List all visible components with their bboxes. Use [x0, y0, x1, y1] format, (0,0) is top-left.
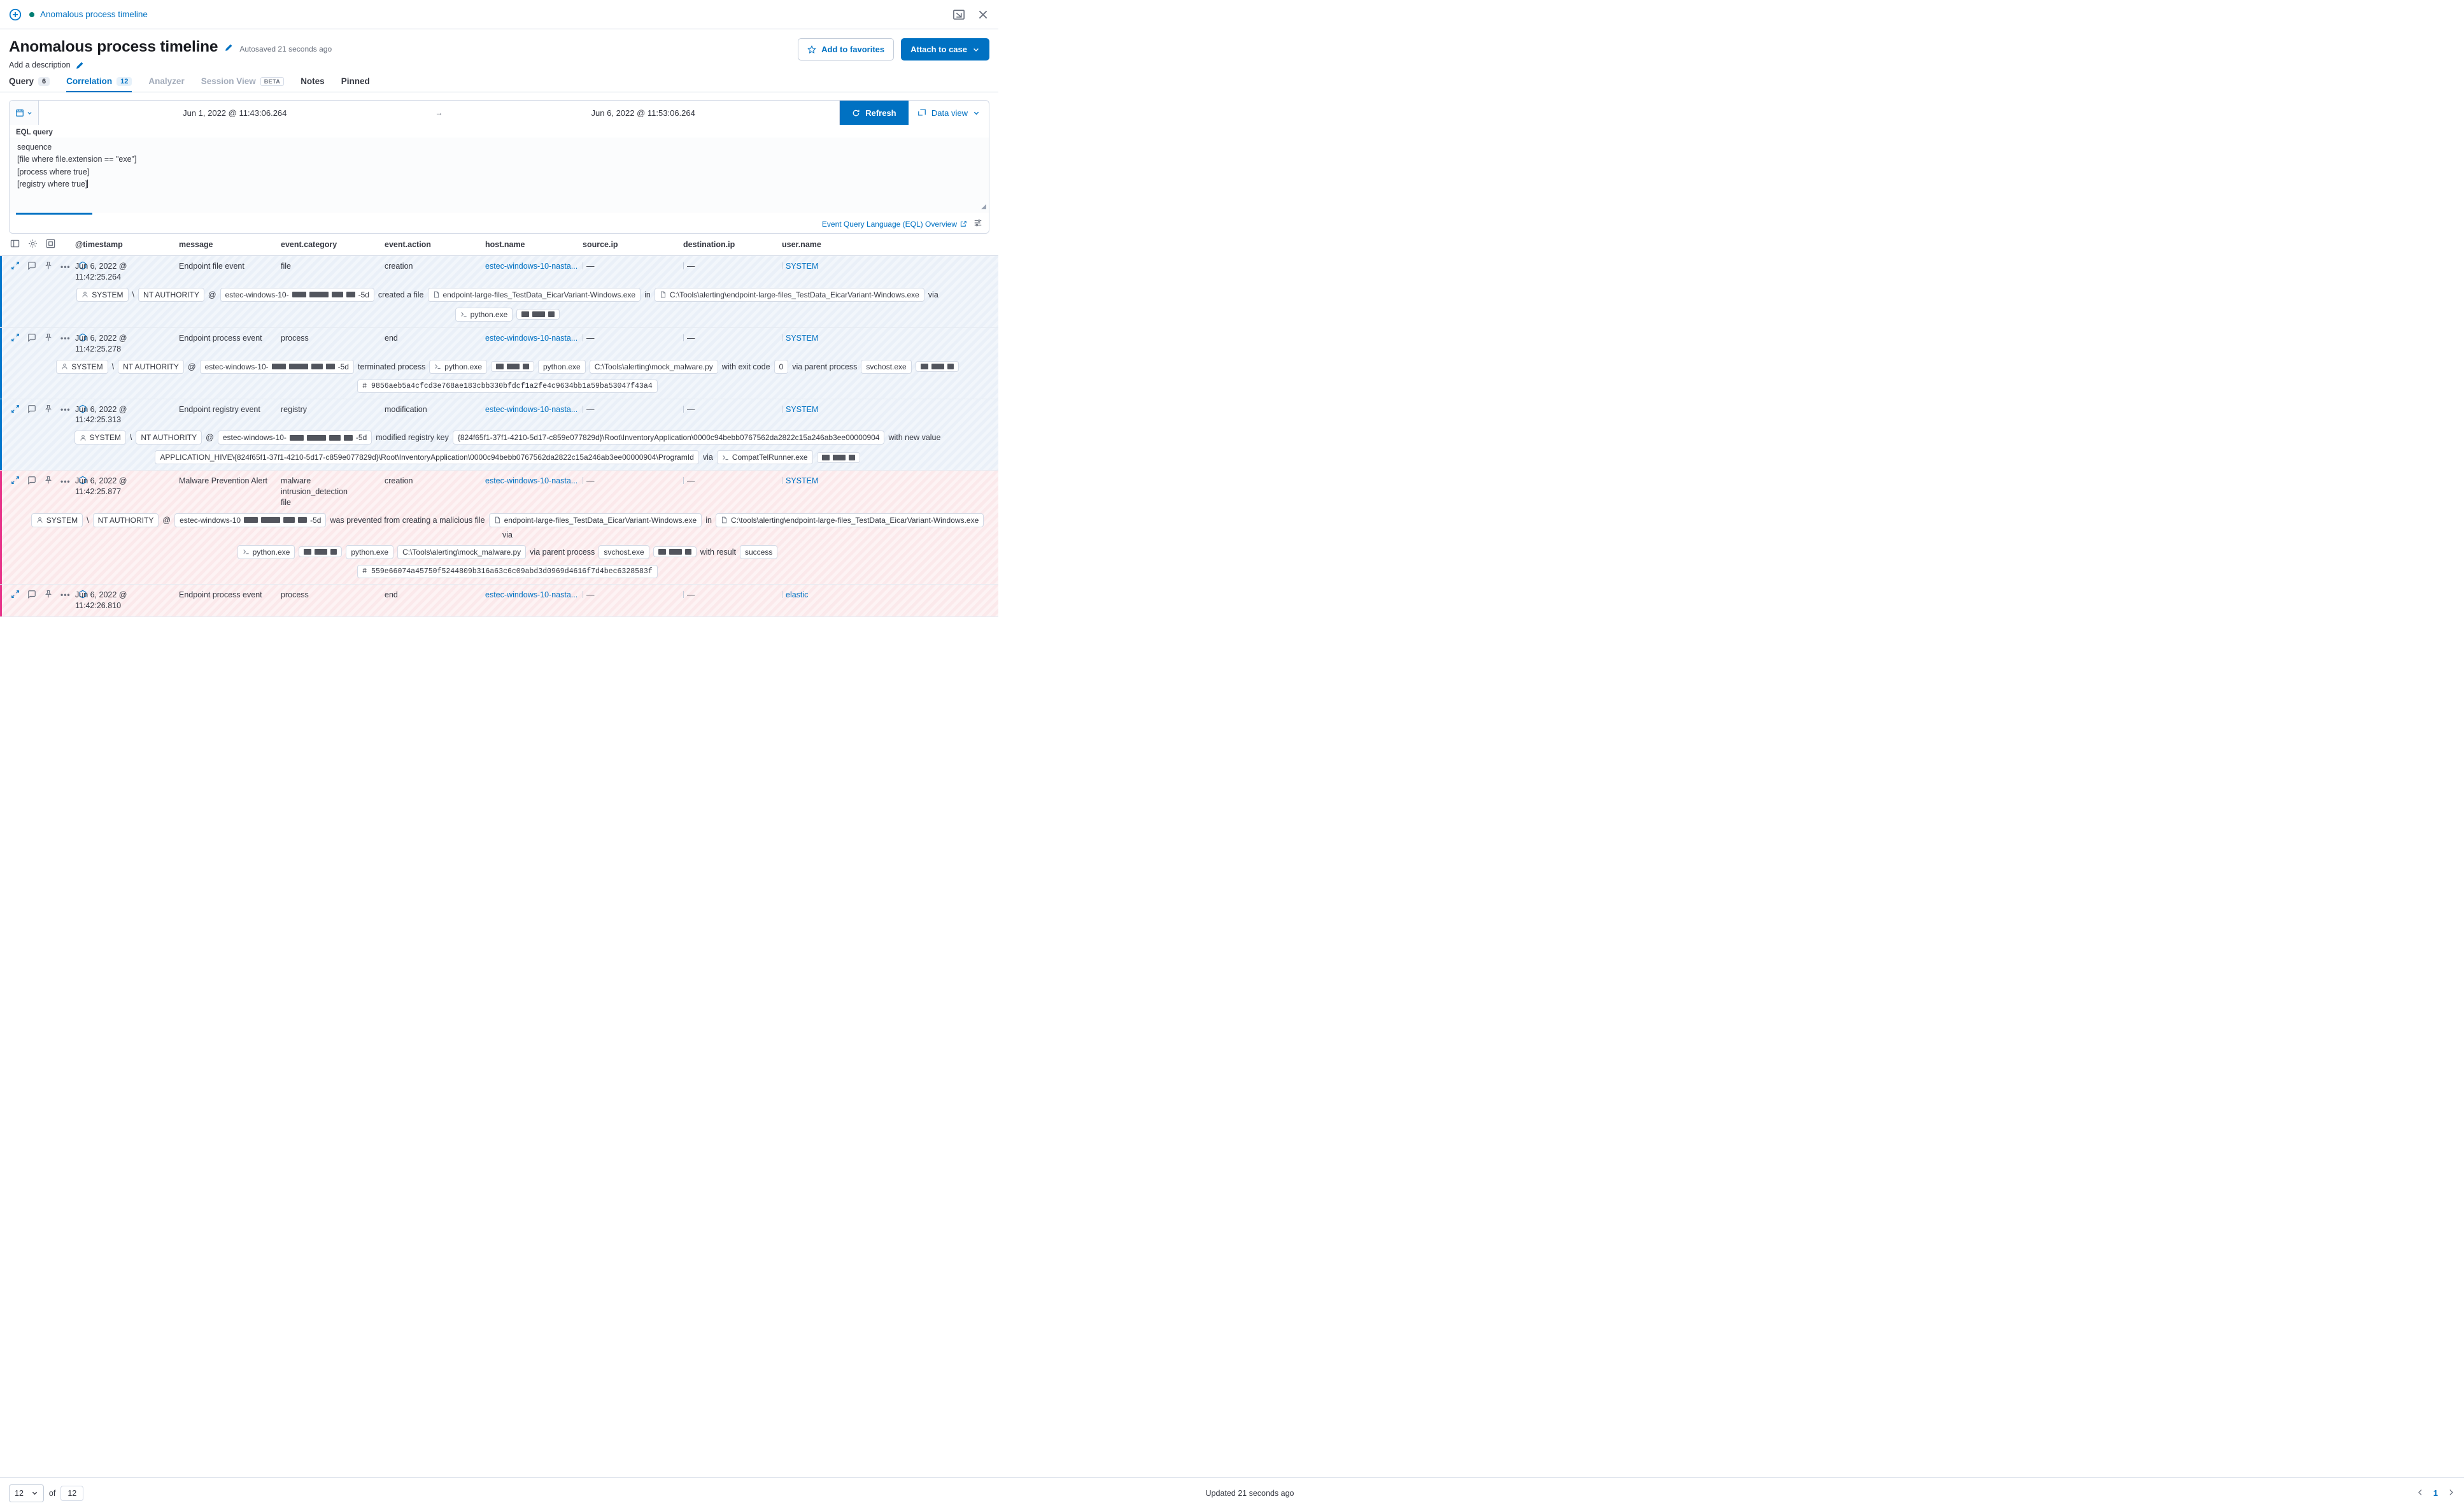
eql-line-2: [file where file.extension == "exe"]	[17, 155, 137, 164]
cell-source-ip: —	[583, 590, 683, 601]
add-note-icon[interactable]	[27, 476, 36, 487]
tab-correlation-count: 12	[117, 77, 132, 86]
fullscreen-icon[interactable]	[952, 8, 965, 21]
tab-pinned[interactable]	[341, 76, 370, 92]
event-token-value[interactable]: endpoint-large-files_TestData_EicarVariant-Windows.exe	[489, 513, 702, 527]
tab-notes-label: Notes	[301, 76, 325, 86]
redacted-text	[326, 364, 335, 369]
cell-event-category: file	[281, 262, 291, 271]
event-token-text: \	[132, 290, 135, 299]
chevron-down-icon	[27, 110, 32, 116]
event-summary-row	[0, 308, 998, 327]
event-token-text: created a file	[378, 290, 424, 299]
total-events-count: 12	[60, 1486, 83, 1501]
redacted-text	[931, 364, 944, 369]
event-token-text: via	[702, 453, 713, 462]
cell-destination-ip: —	[683, 404, 782, 415]
event-token-text: via	[928, 290, 938, 299]
event-token-value[interactable]: NT AUTHORITY	[118, 360, 184, 374]
previous-page-button[interactable]	[2416, 1488, 2425, 1498]
events-table-header	[0, 234, 998, 256]
cell-user-name[interactable]: SYSTEM	[782, 476, 877, 487]
column-header-event-action[interactable]: event.action	[385, 240, 431, 249]
table-footer	[0, 1477, 2464, 1508]
event-token-value[interactable]: C:\Tools\alerting\mock_malware.py	[590, 360, 718, 374]
eql-overview-link[interactable]	[822, 220, 967, 229]
cell-source-ip: —	[583, 476, 683, 487]
cell-timestamp: Jun 6, 2022 @ 11:42:25.877	[75, 476, 127, 497]
eql-settings-icon[interactable]	[974, 218, 982, 229]
column-header-destination-ip[interactable]: destination.ip	[683, 240, 735, 249]
cell-host-name[interactable]: estec-windows-10-nasta...	[485, 590, 578, 599]
cell-event-category: malware intrusion_detection file	[281, 476, 348, 507]
eql-line-4: [registry where true]	[17, 180, 88, 189]
date-end[interactable]: Jun 6, 2022 @ 11:53:06.264	[591, 108, 695, 118]
event-token-text: was prevented from creating a malicious file	[330, 515, 485, 525]
redacted-text	[311, 364, 323, 369]
event-token-value[interactable]: CompatTelRunner.exe	[717, 450, 813, 464]
events-table-body	[0, 256, 998, 617]
chevron-down-icon	[31, 1490, 38, 1497]
event-token-value[interactable]: {824f65f1-37f1-4210-5d17-c859e077829d}\Root\InventoryApplication\0000c94bebb0767562da2822c15a246ab3ee00000904	[453, 430, 885, 445]
event-token-value[interactable]: C:\tools\alerting\endpoint-large-files_TestData_EicarVariant-Windows.exe	[716, 513, 984, 527]
add-to-favorites-label: Add to favorites	[821, 45, 885, 54]
pin-event-icon[interactable]	[44, 590, 53, 601]
redacted-text	[548, 311, 555, 317]
redacted-text	[344, 435, 353, 441]
redacted-text	[921, 364, 928, 369]
event-summary-row	[0, 545, 998, 565]
add-note-icon[interactable]	[27, 261, 36, 272]
cell-event-action: modification	[385, 404, 427, 414]
refresh-button[interactable]	[840, 101, 909, 125]
expand-event-icon[interactable]	[11, 404, 20, 415]
date-range-arrow-icon: →	[435, 108, 443, 117]
event-token-text: via parent process	[530, 547, 595, 557]
redacted-text	[507, 364, 520, 369]
redacted-text	[298, 517, 307, 523]
column-header-host-name[interactable]: host.name	[485, 240, 525, 249]
attach-to-case-label: Attach to case	[910, 45, 967, 54]
redacted-text	[833, 455, 846, 460]
redacted-text	[521, 311, 529, 317]
event-token-redacted[interactable]	[817, 452, 860, 463]
tab-correlation-label: Correlation	[66, 76, 113, 86]
more-actions-icon[interactable]: •••	[60, 476, 71, 486]
column-header-timestamp[interactable]: @timestamp	[75, 240, 123, 249]
tab-query-count: 6	[38, 77, 50, 86]
table-row[interactable]	[0, 471, 998, 585]
cell-host-name[interactable]: estec-windows-10-nasta...	[485, 333, 578, 343]
text-caret	[87, 180, 88, 188]
event-summary-row	[0, 380, 998, 399]
add-timeline-icon[interactable]	[9, 8, 22, 21]
refresh-label: Refresh	[865, 108, 896, 118]
add-note-icon[interactable]	[27, 590, 36, 601]
cell-event-category: process	[281, 590, 309, 599]
redacted-text	[289, 364, 308, 369]
event-token-value[interactable]: APPLICATION_HIVE\{824f65f1-37f1-4210-5d17-c859e077829d}\Root\InventoryApplication\0000c94bebb0767562da2822c15a246ab3ee00000904\ProgramId	[155, 450, 698, 464]
event-token-text: terminated process	[357, 362, 426, 371]
event-token-redacted[interactable]	[491, 361, 534, 372]
eql-query-input[interactable]	[10, 138, 989, 213]
event-token-redacted[interactable]	[916, 361, 959, 372]
pin-event-icon[interactable]	[44, 333, 53, 344]
cell-destination-ip: —	[683, 333, 782, 344]
cell-message: Malware Prevention Alert	[179, 476, 267, 486]
redacted-text	[329, 435, 341, 441]
event-token-text: via parent process	[792, 362, 858, 371]
tab-query[interactable]	[9, 76, 50, 92]
eql-overview-label: Event Query Language (EQL) Overview	[821, 219, 957, 229]
tab-session-view-label: Session View	[201, 76, 256, 86]
event-token-value[interactable]: C:\Tools\alerting\endpoint-large-files_TestData_EicarVariant-Windows.exe	[655, 288, 924, 302]
cell-event-category: process	[281, 333, 309, 343]
event-token-value[interactable]: NT AUTHORITY	[136, 430, 202, 445]
redacted-text	[290, 435, 304, 441]
redacted-text	[261, 517, 280, 523]
cell-event-action: creation	[385, 262, 413, 271]
data-view-icon	[917, 108, 926, 117]
event-token-text: in	[705, 515, 712, 525]
event-token-value[interactable]: SYSTEM	[76, 288, 128, 302]
redacted-text	[947, 364, 954, 369]
redacted-text	[685, 549, 691, 555]
redacted-text	[307, 435, 326, 441]
event-token-text: \	[87, 515, 89, 525]
star-icon	[807, 45, 816, 54]
eql-query-label: EQL query	[10, 125, 989, 138]
data-view-selector[interactable]	[909, 101, 989, 125]
gear-icon[interactable]	[28, 239, 38, 250]
active-timeline-chip[interactable]	[29, 10, 148, 19]
redacted-text	[330, 549, 337, 555]
redacted-text	[283, 517, 295, 523]
cell-host-name[interactable]: estec-windows-10-nasta...	[485, 262, 578, 271]
add-note-icon[interactable]	[27, 333, 36, 344]
expand-event-icon[interactable]	[11, 590, 20, 601]
calendar-icon	[15, 108, 24, 117]
cell-user-name[interactable]: elastic	[782, 590, 877, 601]
edit-title-icon[interactable]	[224, 43, 233, 52]
event-token-value[interactable]: NT AUTHORITY	[93, 513, 159, 527]
event-token-value[interactable]: endpoint-large-files_TestData_EicarVariant-Windows.exe	[428, 288, 641, 302]
eql-line-1: sequence	[17, 143, 52, 152]
pin-event-icon[interactable]	[44, 404, 53, 415]
cell-message: Endpoint registry event	[179, 404, 260, 414]
event-token-value[interactable]: success	[740, 545, 777, 559]
cell-source-ip: —	[583, 404, 683, 415]
event-summary-row	[0, 288, 998, 308]
event-summary-row	[0, 565, 998, 584]
event-token-text: \	[129, 433, 132, 443]
redacted-text	[292, 292, 306, 297]
event-token-value[interactable]: SYSTEM	[31, 513, 83, 527]
autosave-status: Autosaved 21 seconds ago	[239, 45, 332, 53]
cell-host-name[interactable]: estec-windows-10-nasta...	[485, 476, 578, 486]
table-row[interactable]	[0, 399, 998, 471]
event-token-value[interactable]: NT AUTHORITY	[138, 288, 204, 302]
event-token-text: @	[208, 290, 216, 299]
chevron-down-icon	[973, 110, 980, 117]
tab-analyzer[interactable]	[148, 76, 184, 92]
event-token-value[interactable]: python.exe	[237, 545, 295, 559]
cell-source-ip: —	[583, 261, 683, 272]
cell-user-name[interactable]: SYSTEM	[782, 261, 877, 272]
expand-event-icon[interactable]	[11, 261, 20, 272]
cell-destination-ip: —	[683, 476, 782, 487]
cell-event-action: end	[385, 333, 398, 343]
event-token-text: with exit code	[721, 362, 770, 371]
tab-pinned-label: Pinned	[341, 76, 370, 86]
pin-event-icon[interactable]	[44, 476, 53, 487]
redacted-text	[822, 455, 830, 460]
event-token-value[interactable]: python.exe	[429, 360, 487, 374]
add-note-icon[interactable]	[27, 404, 36, 415]
event-token-text: \	[111, 362, 115, 371]
data-view-label: Data view	[931, 108, 968, 118]
chevron-down-icon	[972, 46, 980, 53]
tab-analyzer-label: Analyzer	[148, 76, 185, 86]
timeline-chip-label: Anomalous process timeline	[40, 10, 148, 19]
event-summary-row	[0, 450, 998, 470]
table-row[interactable]	[0, 328, 998, 399]
column-layout-icon[interactable]	[10, 239, 20, 250]
redacted-text	[523, 364, 529, 369]
redacted-text	[304, 549, 311, 555]
status-dot-icon	[29, 12, 34, 17]
redacted-text	[272, 364, 286, 369]
rows-per-page-select[interactable]	[9, 1484, 44, 1502]
attach-to-case-button[interactable]	[901, 38, 989, 60]
event-token-text: via	[502, 530, 513, 539]
description-placeholder[interactable]: Add a description	[9, 60, 71, 69]
event-summary-row	[0, 513, 998, 545]
event-token-text: in	[644, 290, 651, 299]
more-actions-icon[interactable]: •••	[60, 590, 71, 600]
redacted-text	[244, 517, 258, 523]
of-label: of	[48, 1488, 56, 1498]
beta-badge: BETA	[260, 77, 284, 86]
resize-handle[interactable]: ◢	[981, 203, 986, 210]
cell-source-ip: —	[583, 333, 683, 344]
table-row[interactable]	[0, 585, 998, 617]
page-title: Anomalous process timeline	[9, 38, 218, 55]
cell-destination-ip: —	[683, 590, 782, 601]
event-token-value[interactable]: python.exe	[455, 308, 513, 322]
event-token-text: @	[206, 433, 214, 443]
cell-event-action: creation	[385, 476, 413, 486]
cell-timestamp: Jun 6, 2022 @ 11:42:25.278	[75, 333, 127, 353]
pin-event-icon[interactable]	[44, 261, 53, 272]
timeline-topbar	[0, 0, 998, 29]
table-row[interactable]	[0, 256, 998, 328]
date-start[interactable]: Jun 1, 2022 @ 11:43:06.264	[183, 108, 287, 118]
cell-user-name[interactable]: SYSTEM	[782, 333, 877, 344]
event-token-text: modified registry key	[376, 433, 449, 443]
column-header-source-ip[interactable]: source.ip	[583, 240, 618, 249]
cell-message: Endpoint process event	[179, 590, 262, 599]
event-summary-row	[0, 360, 998, 380]
refresh-icon	[852, 109, 860, 117]
cell-timestamp: Jun 6, 2022 @ 11:42:25.313	[75, 404, 127, 425]
column-header-user-name[interactable]: user.name	[782, 240, 821, 249]
redacted-text	[496, 364, 504, 369]
event-token-redacted[interactable]	[653, 546, 697, 557]
edit-description-icon[interactable]	[75, 61, 84, 70]
calendar-quick-select-button[interactable]	[10, 101, 39, 125]
timeline-tabs	[0, 69, 998, 92]
redacted-text	[658, 549, 666, 555]
event-token-text: @	[162, 515, 171, 525]
redacted-text	[346, 292, 355, 297]
event-summary-row	[0, 430, 998, 450]
event-token-host[interactable]: estec-windows-10 -5d	[174, 513, 326, 527]
cell-host-name[interactable]: estec-windows-10-nasta...	[485, 404, 578, 414]
cell-event-category: registry	[281, 404, 307, 414]
tab-correlation[interactable]	[66, 76, 132, 92]
event-token-value[interactable]: C:\Tools\alerting\mock_malware.py	[397, 545, 526, 559]
redacted-text	[849, 455, 855, 460]
tab-query-label: Query	[9, 76, 34, 86]
expand-event-icon[interactable]	[11, 476, 20, 487]
expand-icon[interactable]	[46, 239, 55, 250]
redacted-text	[315, 549, 327, 555]
event-token-value[interactable]: python.exe	[346, 545, 393, 559]
cell-timestamp: Jun 6, 2022 @ 11:42:25.264	[75, 262, 127, 281]
eql-line-3: [process where true]	[17, 167, 90, 176]
cell-message: Endpoint file event	[179, 262, 244, 271]
page-number-1[interactable]: 1	[2433, 1488, 2438, 1498]
cell-destination-ip: —	[683, 261, 782, 272]
add-to-favorites-button[interactable]	[798, 38, 894, 60]
expand-event-icon[interactable]	[11, 333, 20, 344]
rows-per-page-value: 12	[15, 1488, 24, 1498]
updated-status: Updated 21 seconds ago	[1205, 1488, 1294, 1498]
event-token-hash[interactable]: # 559e66074a45750f5244809b316a63c6c09abd3d0969d4616f7d4bec6328583f	[357, 565, 657, 578]
event-token-redacted[interactable]	[516, 309, 560, 320]
tab-session-view[interactable]	[201, 76, 284, 92]
event-token-text: with new value	[888, 433, 941, 443]
close-icon[interactable]	[977, 8, 989, 21]
more-actions-icon[interactable]: •••	[60, 262, 71, 271]
timeline-header	[0, 29, 998, 69]
redacted-text	[669, 549, 682, 555]
event-token-value[interactable]: svchost.exe	[861, 360, 911, 374]
redacted-text	[309, 292, 329, 297]
query-panel	[9, 100, 989, 234]
column-header-event-category[interactable]: event.category	[281, 240, 337, 249]
event-token-value[interactable]: svchost.exe	[598, 545, 649, 559]
event-token-redacted[interactable]	[299, 546, 342, 557]
next-page-button[interactable]	[2447, 1488, 2455, 1498]
event-token-host[interactable]: estec-windows-10- -5d	[218, 430, 372, 445]
event-token-host[interactable]: estec-windows-10- -5d	[220, 288, 374, 302]
event-token-hash[interactable]: # 9856aeb5a4cfcd3e768ae183cbb330bfdcf1a2fe4c9634bb1a59ba53047f43a4	[357, 380, 657, 393]
event-token-host[interactable]: estec-windows-10- -5d	[200, 360, 354, 374]
redacted-text	[332, 292, 343, 297]
event-token-value[interactable]: SYSTEM	[74, 430, 126, 445]
date-picker-row	[10, 101, 989, 125]
tab-notes[interactable]	[301, 76, 325, 92]
cell-user-name[interactable]: SYSTEM	[782, 404, 877, 415]
column-header-message[interactable]: message	[179, 240, 213, 249]
more-actions-icon[interactable]: •••	[60, 405, 71, 414]
event-token-value[interactable]: 0	[774, 360, 789, 374]
event-token-text: @	[187, 362, 196, 371]
cell-message: Endpoint process event	[179, 333, 262, 343]
event-token-text: with result	[700, 547, 736, 557]
event-token-value[interactable]: python.exe	[538, 360, 586, 374]
cell-timestamp: Jun 6, 2022 @ 11:42:26.810	[75, 590, 127, 610]
cell-event-action: end	[385, 590, 398, 599]
external-link-icon	[960, 220, 967, 227]
redacted-text	[532, 311, 545, 317]
more-actions-icon[interactable]: •••	[60, 334, 71, 343]
event-token-value[interactable]: SYSTEM	[56, 360, 108, 374]
